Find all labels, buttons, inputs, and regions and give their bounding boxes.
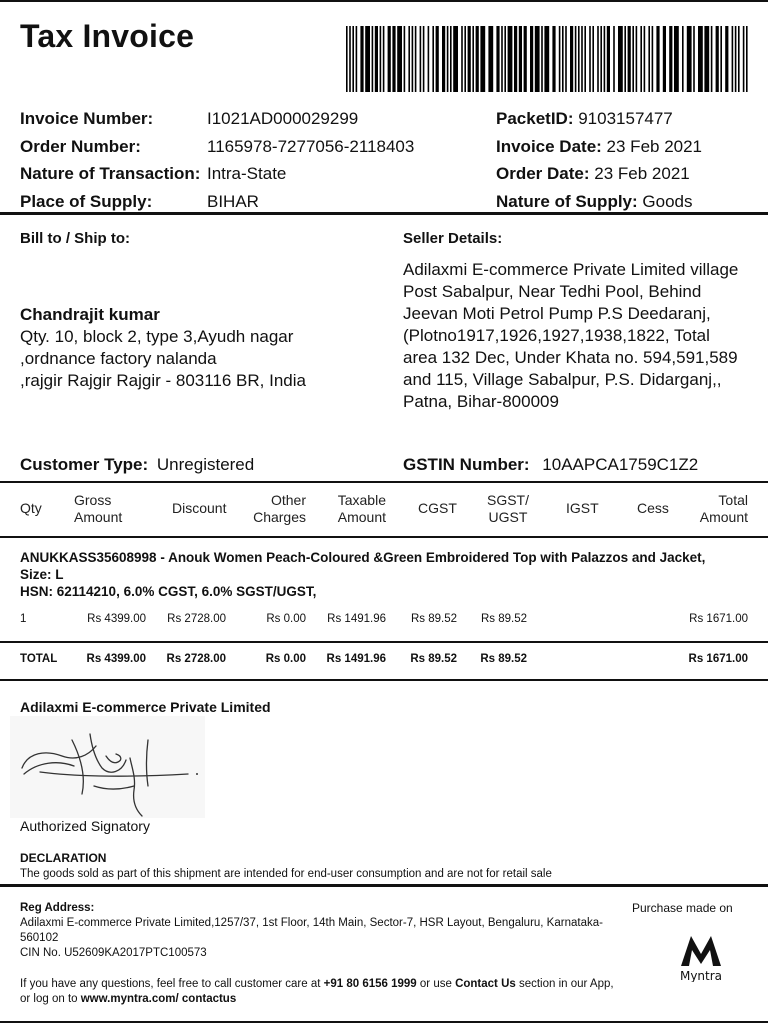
divider-table-top (0, 481, 768, 483)
item-desc-line: Size: L (20, 567, 64, 582)
item-desc-line: HSN: 62114210, 6.0% CGST, 6.0% SGST/UGST, (20, 584, 317, 599)
barcode-bar (632, 26, 634, 92)
total-cgst: Rs 89.52 (410, 653, 457, 665)
order-number-label: Order Number: (20, 137, 141, 156)
customer-care-phone[interactable]: +91 80 6156 1999 (323, 978, 417, 990)
order-date-value: 23 Feb 2021 (594, 164, 690, 183)
barcode (346, 26, 750, 92)
barcode-bar (530, 26, 533, 92)
col-header-gross (74, 492, 122, 526)
row-qty: 1 (20, 613, 27, 625)
top-border (0, 0, 768, 2)
barcode-bar (613, 26, 615, 92)
barcode-bar (589, 26, 591, 92)
barcode-bar (592, 26, 594, 92)
col-header-sgst-line1: SGST/ (486, 492, 529, 508)
barcode-bar (432, 26, 434, 92)
col-header-total-line1: Total (718, 492, 748, 508)
gstin-label: GSTIN Number: (403, 455, 530, 474)
barcode-bar (628, 26, 631, 92)
row-other: Rs 0.00 (266, 613, 306, 625)
barcode-bar (508, 26, 513, 92)
website-link[interactable]: www.myntra.com/ contactus (80, 993, 237, 1005)
barcode-bar (735, 26, 737, 92)
col-header-cess: Cess (637, 500, 669, 516)
col-header-igst: IGST (566, 500, 599, 516)
total-other: Rs 0.00 (265, 653, 306, 665)
barcode-bar (397, 26, 402, 92)
contact-us-link[interactable]: Contact Us (455, 978, 516, 990)
customer-address-line: ,rajgir Rajgir Rajgir - 803116 BR, India (20, 371, 306, 390)
barcode-bar (704, 26, 709, 92)
col-header-other-line2: Charges (253, 509, 306, 525)
barcode-bar (488, 26, 493, 92)
row-cgst: Rs 89.52 (410, 613, 457, 625)
total-taxable: Rs 1491.96 (326, 653, 386, 665)
packet-id-label: PacketID: (496, 109, 574, 128)
row-taxable: Rs 1491.96 (327, 613, 386, 625)
barcode-bar (652, 26, 654, 92)
signatory-company: Adilaxmi E-commerce Private Limited (20, 699, 271, 715)
barcode-bar (450, 26, 452, 92)
barcode-bar (716, 26, 719, 92)
total-amount: Rs 1671.00 (688, 653, 748, 665)
barcode-bar (383, 26, 385, 92)
barcode-bar (480, 26, 485, 92)
barcode-bar (375, 26, 378, 92)
order-date-row (496, 164, 690, 184)
barcode-bar (544, 26, 549, 92)
barcode-bar (604, 26, 606, 92)
barcode-bar (669, 26, 672, 92)
divider-header (0, 536, 768, 538)
barcode-bar (349, 26, 351, 92)
nature-of-supply-value: Goods (642, 192, 693, 211)
nature-of-transaction-label: Nature of Transaction: (20, 164, 201, 183)
total-sgst: Rs 89.52 (480, 653, 527, 665)
barcode-bar (636, 26, 638, 92)
barcode-bar (360, 26, 363, 92)
col-header-cgst: CGST (418, 500, 457, 516)
col-header-gross-line2: Amount (74, 509, 123, 525)
barcode-bar (648, 26, 650, 92)
barcode-bar (496, 26, 499, 92)
customer-type-value: Unregistered (156, 455, 255, 474)
place-of-supply-label: Place of Supply: (20, 192, 153, 211)
contact-text: or log on to (20, 993, 81, 1005)
reg-address-line: 560102 (20, 932, 59, 944)
total-gross: Rs 4399.00 (86, 653, 146, 665)
barcode-bar (663, 26, 666, 92)
declaration-text: The goods sold as part of this shipment are intended for end-user consumption and are not for retail sale (20, 868, 552, 880)
packet-id-value: 9103157477 (578, 109, 673, 128)
barcode-bar (380, 26, 382, 92)
contact-text: or use (416, 978, 456, 990)
packet-id-row (496, 109, 673, 129)
barcode-bar (698, 26, 703, 92)
order-date-label: Order Date: (496, 164, 590, 183)
barcode-bar (732, 26, 734, 92)
declaration-title: DECLARATION (20, 851, 107, 865)
barcode-bar (682, 26, 684, 92)
barcode-bar (468, 26, 471, 92)
col-header-sgst (478, 492, 538, 526)
barcode-bar (447, 26, 449, 92)
customer-type-row (20, 455, 254, 475)
barcode-bar (519, 26, 522, 92)
invoice-date-label: Invoice Date: (496, 137, 602, 156)
row-discount: Rs 2728.00 (167, 613, 226, 625)
barcode-bar (584, 26, 586, 92)
col-header-qty: Qty (20, 500, 42, 516)
divider-total-bottom (0, 679, 768, 681)
barcode-bar (415, 26, 417, 92)
barcode-bar (356, 26, 358, 92)
col-header-other-line1: Other (270, 492, 306, 508)
barcode-bar (559, 26, 561, 92)
row-sgst: Rs 89.52 (480, 613, 527, 625)
signature-image (10, 716, 205, 818)
barcode-bar (600, 26, 602, 92)
barcode-bar (624, 26, 626, 92)
barcode-bar (464, 26, 466, 92)
barcode-bar (581, 26, 583, 92)
barcode-bar (476, 26, 479, 92)
barcode-bar (738, 26, 740, 92)
barcode-bar (640, 26, 642, 92)
barcode-bar (365, 26, 370, 92)
myntra-logo-icon (677, 932, 725, 982)
barcode-bar (597, 26, 599, 92)
barcode-bar (746, 26, 748, 92)
barcode-bar (412, 26, 414, 92)
invoice-number-label: Invoice Number: (20, 109, 154, 128)
barcode-bar (711, 26, 713, 92)
barcode-bar (514, 26, 517, 92)
reg-address-label: Reg Address: (20, 902, 95, 914)
barcode-bar (388, 26, 391, 92)
customer-address-line: ,ordnance factory nalanda (20, 349, 217, 368)
contact-info (20, 977, 640, 1007)
purchase-made-on-label: Purchase made on (632, 901, 733, 915)
row-gross: Rs 4399.00 (87, 613, 146, 625)
barcode-bar (644, 26, 646, 92)
nature-of-transaction-value: Intra-State (207, 164, 287, 183)
nature-of-supply-row (496, 192, 693, 212)
barcode-bar (720, 26, 722, 92)
customer-address-line: Qty. 10, block 2, type 3,Ayudh nagar (20, 327, 294, 346)
barcode-bar (578, 26, 580, 92)
divider-total-top (0, 641, 768, 643)
gstin-row (403, 455, 698, 475)
seller-details-label: Seller Details: (403, 230, 503, 247)
item-desc-line: ANUKKASS35608998 - Anouk Women Peach-Coloured &Green Embroidered Top with Palazzos and Jacket, (20, 550, 706, 565)
total-discount: Rs 2728.00 (166, 653, 226, 665)
barcode-bar (504, 26, 506, 92)
barcode-bar (461, 26, 463, 92)
barcode-bar (420, 26, 422, 92)
barcode-bar (346, 26, 348, 92)
col-header-gross-line1: Gross (74, 492, 112, 508)
customer-type-label: Customer Type: (20, 455, 149, 474)
divider-footer (0, 884, 768, 887)
bill-to-label: Bill to / Ship to: (20, 230, 130, 247)
myntra-logo-text: Myntra (679, 969, 723, 982)
cin-number: CIN No. U52609KA2017PTC100573 (20, 947, 207, 959)
barcode-bar (472, 26, 474, 92)
barcode-bar (352, 26, 354, 92)
item-description (20, 549, 750, 600)
col-header-discount: Discount (172, 500, 227, 516)
barcode-bar (656, 26, 659, 92)
invoice-number-value: I1021AD000029299 (207, 109, 359, 128)
col-header-total (688, 492, 748, 526)
place-of-supply-value: BIHAR (207, 192, 259, 211)
barcode-bar (570, 26, 573, 92)
col-header-taxable (326, 492, 386, 526)
barcode-bar (442, 26, 445, 92)
barcode-bar (618, 26, 623, 92)
seller-address: Adilaxmi E-commerce Private Limited village Post Sabalpur, Near Tedhi Pool, Behind Jeevan Moti Petrol Pump P.S Deedaranj, (Plotno1917,1926,1927,1938,1822, Total area 132 Dec, Under Khata no. 594,591,589 and 115, Village Sabalpur, P.S. Didarganj,, Patna, Bihar-800009 (403, 260, 739, 411)
barcode-bar (743, 26, 745, 92)
barcode-bar (687, 26, 692, 92)
invoice-date-row (496, 137, 702, 157)
col-header-taxable-line1: Taxable (337, 492, 386, 508)
barcode-bar (524, 26, 527, 92)
barcode-bar (453, 26, 458, 92)
authorized-signatory: Authorized Signatory (20, 818, 150, 834)
barcode-bar (552, 26, 555, 92)
reg-address-block (20, 901, 620, 961)
barcode-bar (372, 26, 374, 92)
col-header-taxable-line2: Amount (337, 509, 386, 525)
barcode-bar (575, 26, 577, 92)
barcode-bar (541, 26, 543, 92)
contact-text: section in our App, (515, 978, 614, 990)
barcode-bar (392, 26, 395, 92)
nature-of-supply-label: Nature of Supply: (496, 192, 638, 211)
barcode-bar (565, 26, 567, 92)
bottom-border (0, 1021, 768, 1023)
barcode-bar (725, 26, 728, 92)
col-header-total-line2: Amount (699, 509, 748, 525)
page-title: Tax Invoice (20, 18, 195, 54)
total-label: TOTAL (20, 653, 58, 665)
invoice-date-value: 23 Feb 2021 (606, 137, 703, 156)
divider-meta (0, 212, 768, 215)
col-header-other (246, 492, 306, 526)
barcode-bar (607, 26, 610, 92)
barcode-bar (436, 26, 439, 92)
barcode-bar (428, 26, 430, 92)
barcode-bar (423, 26, 425, 92)
barcode-bar (693, 26, 695, 92)
col-header-sgst-line2: UGST (488, 509, 528, 525)
row-total: Rs 1671.00 (689, 613, 748, 625)
order-number-value: 1165978-7277056-2118403 (207, 137, 415, 156)
reg-address-line: Adilaxmi E-commerce Private Limited,1257/37, 1st Floor, 14th Main, Sector-7, HSR Layout, Bengaluru, Karnataka- (20, 917, 603, 929)
customer-name: Chandrajit kumar (20, 305, 160, 324)
barcode-bar (535, 26, 540, 92)
barcode-bar (404, 26, 406, 92)
contact-text: If you have any questions, feel free to call customer care at (20, 978, 324, 990)
barcode-bar (408, 26, 410, 92)
gstin-value: 10AAPCA1759C1Z2 (542, 455, 699, 474)
barcode-bar (501, 26, 503, 92)
barcode-bar (562, 26, 564, 92)
barcode-bar (674, 26, 679, 92)
